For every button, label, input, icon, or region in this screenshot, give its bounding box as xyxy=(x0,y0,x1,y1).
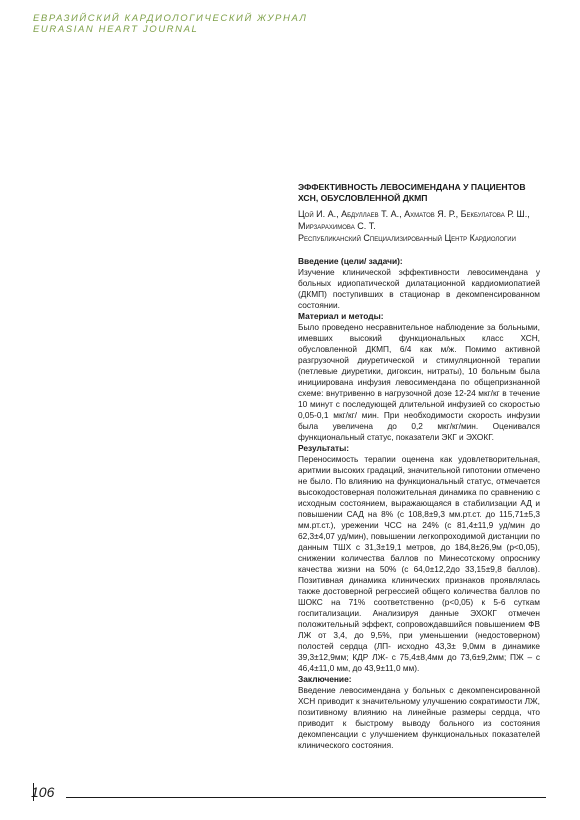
section-heading-conclusion: Заключение: xyxy=(298,674,352,684)
journal-name-en: EURASIAN HEART JOURNAL xyxy=(33,24,199,35)
article-title: ЭФФЕКТИВНОСТЬ ЛЕВОСИМЕНДАНА У ПАЦИЕНТОВ ХСН, ОБУСЛОВЛЕННОЙ ДКМП xyxy=(298,182,526,203)
section-heading-methods: Материал и методы: xyxy=(298,311,384,321)
footer-rule xyxy=(66,797,546,798)
section-text-results: Переносимость терапии оценена как удовлетворительная, аритмии высоких градаций, значительной гипотонии отмечено не было. По влиянию на функциональный статус, отмечается высокодостоверная положительная динамика по сравнению с исходным состоянием, выражающаяся в стабилизации АД и повышении САД на 8% (с 108,8±9,3 мм.рт.ст. до 115,71±5,3 мм.рт.ст.), урежении ЧСС на 24% (с 81,4±11,9 уд/мин до 62,3±4,07 уд/мин), повышении легкопроходимой дистанции по данным ТШХ с 31,3±19,1 метров, до 184,8±26,9м (р<0,05), снижении количества баллов по Минесотскому опроснику качества жизни на 50% (с 64,0±12,2до 33,15±9,8 баллов). Позитивная динамика клинических признаков проявлялась также достоверной регрессией общего количества баллов по ШОКС на 71% соответственно (р<0,05) к 5-6 суткам госпитализации. Анализируя данные ЭХОКГ отмечен положительный эффект, сопровождавшийся повышением ФВ ЛЖ от 3,4, до 9,5%, при уменьшении (недостоверном) полостей сердца (ЛП- исходно 43,3± 9,0мм в динамике 39,3±12,9мм; КДР ЛЖ- с 75,4±8,4мм до 73,6±9,2мм; ПЖ – с 46,4±11,0 мм, до 43,9±11,0 мм). xyxy=(298,454,540,673)
section-text-methods: Было проведено несравнительное наблюдение за больными, имевших высокий функциональных класс ХСН, обусловленной ДКМП, 6/4 как м/ж. Помимо активной разгрузочной диуретической и стимуляционной терапии (петлевые диуретики, дигоксин, нитраты), 10 больным была инициирована инфузия левосимендана по общепризнанной схеме: внутривенно в нагрузочной дозе 12-24 мкг/кг в течение 10 минут с последующей длительной инфузией со скоростью 0,05-0,1 мкг/кг/ мин. При необходимости скорость инфузии была увеличена до 0,2 мкг/кг/мин. Оценивался функциональный статус, показатели ЭКГ и ЭХОКГ. xyxy=(298,322,540,442)
running-head xyxy=(33,13,308,35)
journal-name-ru: ЕВРАЗИЙСКИЙ КАРДИОЛОГИЧЕСКИЙ ЖУРНАЛ xyxy=(33,13,308,24)
section-heading-introduction: Введение (цели/ задачи): xyxy=(298,256,403,266)
section-text-introduction: Изучение клинической эффективности левосимендана у больных идиопатической дилатационной кардиомиопатией (ДКМП) поступивших в стационар в декомпенсированном состоянии. xyxy=(298,267,540,310)
article xyxy=(298,182,540,751)
section-heading-results: Результаты: xyxy=(298,443,350,453)
section-text-conclusion: Введение левосимендана у больных с декомпенсированной ХСН приводит к значительному улучшению сократимости ЛЖ, позитивному влиянию на линейные размеры сердца, что приводит к быстрому выводу больного из состояния декомпенсации с улучшением функциональных показателей клинического состояния. xyxy=(298,685,540,750)
page-number: 106 xyxy=(31,784,55,800)
article-authors: Цой И. А., Абдуллаев Т. А., Ахматов Я. Р., Бекбулатова Р. Ш., Мирзарахимова С. Т. xyxy=(298,209,530,231)
article-affiliation: Республиканский Специализированный Центр Кардиологии xyxy=(298,233,516,243)
